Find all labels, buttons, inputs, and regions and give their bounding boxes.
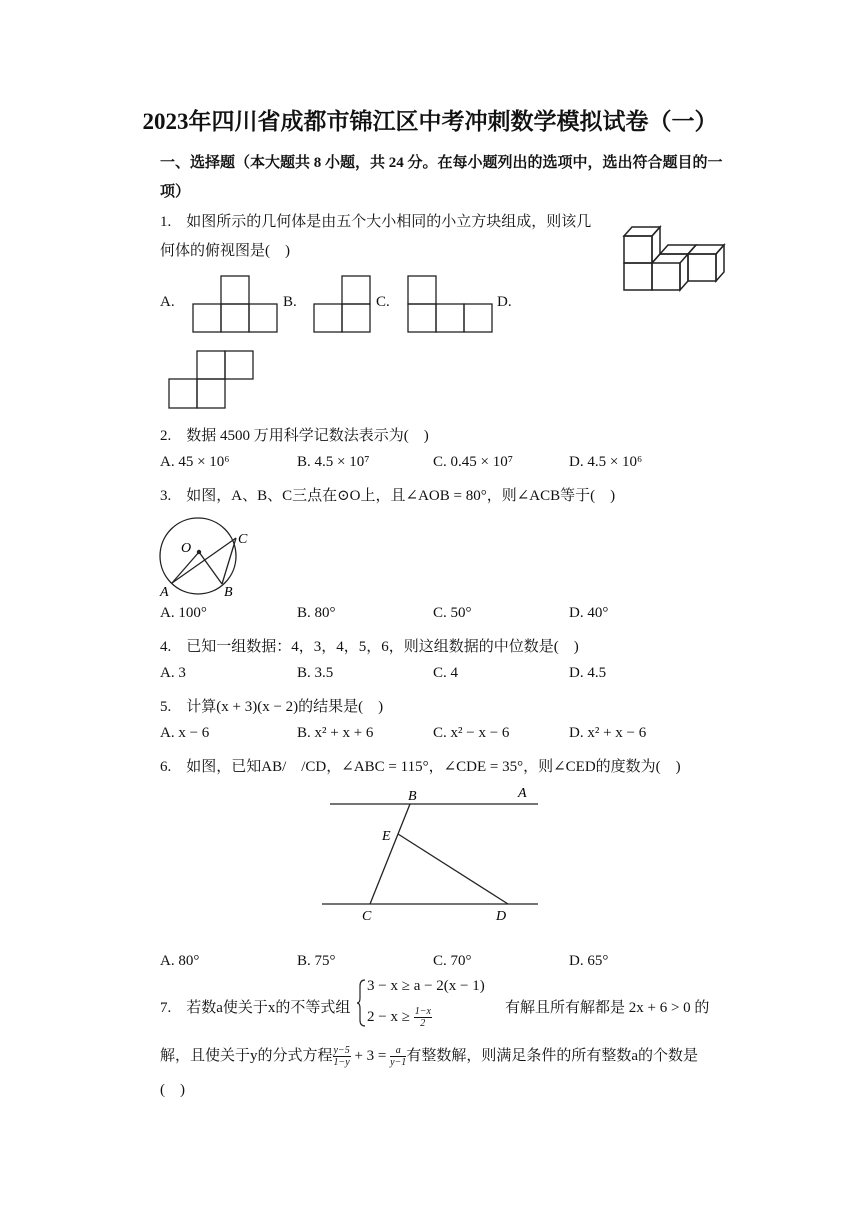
- q4-option-b: B. 3.5: [297, 665, 334, 681]
- q1-line1: 1. 如图所示的几何体是由五个大小相同的小立方块组成，则该几: [160, 214, 592, 230]
- q7-inequality-2-left: 2 − x ≥: [367, 1008, 414, 1025]
- q6-label-a: A: [518, 786, 527, 801]
- q1-option-a-figure: [193, 275, 279, 333]
- q4-option-c: C. 4: [433, 665, 459, 681]
- q6-option-b: B. 75°: [297, 953, 336, 969]
- q7-eq-f2-numerator: a: [390, 1045, 406, 1057]
- q6-label-c: C: [362, 909, 372, 924]
- q1-solid-figure: [620, 222, 730, 294]
- q3-label-a: A: [160, 585, 169, 600]
- q5-option-b: B. x² + x + 6: [297, 725, 374, 741]
- q7-eq-f1-numerator: y−5: [333, 1045, 350, 1057]
- q7-equation-fraction-2: [390, 1045, 406, 1068]
- q6-label-e: E: [382, 829, 391, 844]
- q5-text: 5. 计算(x + 3)(x − 2)的结果是( ): [160, 699, 384, 715]
- q3-label-o: O: [181, 541, 192, 556]
- q4-option-a: A. 3: [160, 665, 186, 681]
- q7-equation-middle: + 3 =: [350, 1048, 391, 1064]
- q6-option-d: D. 65°: [569, 953, 609, 969]
- q7-eq-f1-denominator: 1−y: [333, 1057, 350, 1069]
- q5-option-c: C. x² − x − 6: [433, 725, 510, 741]
- q3-label-b: B: [224, 585, 233, 600]
- q1-option-d: D.: [497, 294, 512, 310]
- q3-option-d: D. 40°: [569, 605, 609, 621]
- q7-brace: [357, 978, 367, 1028]
- q3-text: 3. 如图，A、B、C三点在⊙O上，且∠AOB = 80°，则∠ACB等于( ): [160, 488, 616, 504]
- q6-text: 6. 如图，已知AB/ /CD，∠ABC = 115°，∠CDE = 35°，则∠CED的度数为( ): [160, 759, 681, 775]
- q4-option-d: D. 4.5: [569, 665, 607, 681]
- q7-suffix: 有解且所有解都是 2x + 6 > 0 的: [505, 1000, 710, 1016]
- q7-fraction-numerator: 1−x: [414, 1006, 431, 1017]
- q7-inequality-1: 3 − x ≥ a − 2(x − 1): [367, 978, 485, 994]
- q3-option-b: B. 80°: [297, 605, 336, 621]
- q1-option-c-figure: [408, 275, 494, 333]
- q2-text: 2. 数据 4500 万用科学记数法表示为( ): [160, 428, 429, 444]
- q7-inequality-2-fraction: [414, 1006, 432, 1029]
- q1-line2: 何体的俯视图是( ): [160, 243, 290, 259]
- q6-parallel-lines-figure: [320, 782, 544, 924]
- q7-fraction-denominator: 2: [420, 1018, 426, 1029]
- q5-option-d: D. x² + x − 6: [569, 725, 647, 741]
- q1-option-b: B.: [283, 294, 297, 310]
- q7-prefix: 7. 若数a使关于x的不等式组: [160, 1000, 351, 1016]
- q7-inequality-2: [367, 1006, 432, 1029]
- q3-label-c: C: [238, 532, 248, 547]
- q6-label-d: D: [496, 909, 507, 924]
- q5-option-a: A. x − 6: [160, 725, 210, 741]
- q6-label-b: B: [408, 789, 417, 804]
- q1-option-a: A.: [160, 294, 175, 310]
- q2-option-c: C. 0.45 × 10⁷: [433, 454, 513, 470]
- q7-line2-start: 解，且使关于y的分式方程: [160, 1048, 333, 1064]
- page-title: 2023年四川省成都市锦江区中考冲刺数学模拟试卷（一）: [142, 109, 718, 134]
- q1-option-d-figure: [169, 350, 255, 410]
- q7-eq-f2-denominator: y−1: [390, 1057, 407, 1069]
- q7-line2-end: 有整数解，则满足条件的所有整数a的个数是: [406, 1048, 698, 1064]
- q6-option-a: A. 80°: [160, 953, 200, 969]
- q6-option-c: C. 70°: [433, 953, 472, 969]
- q3-circle-figure: [158, 516, 254, 598]
- q2-option-a: A. 45 × 10⁶: [160, 454, 230, 470]
- q7-line2: [160, 1044, 698, 1068]
- q2-option-b: B. 4.5 × 10⁷: [297, 454, 370, 470]
- q3-option-c: C. 50°: [433, 605, 472, 621]
- q4-text: 4. 已知一组数据：4，3，4，5，6，则这组数据的中位数是( ): [160, 639, 579, 655]
- q1-option-b-figure: [314, 275, 372, 333]
- q2-option-d: D. 4.5 × 10⁶: [569, 454, 643, 470]
- q3-option-a: A. 100°: [160, 605, 207, 621]
- q7-line3: ( ): [160, 1082, 185, 1098]
- q7-equation-fraction-1: [333, 1045, 351, 1068]
- q1-option-c: C.: [376, 294, 390, 310]
- section-heading: 一、选择题（本大题共 8 小题，共 24 分。在每小题列出的选项中，选出符合题目的一项）: [160, 155, 723, 200]
